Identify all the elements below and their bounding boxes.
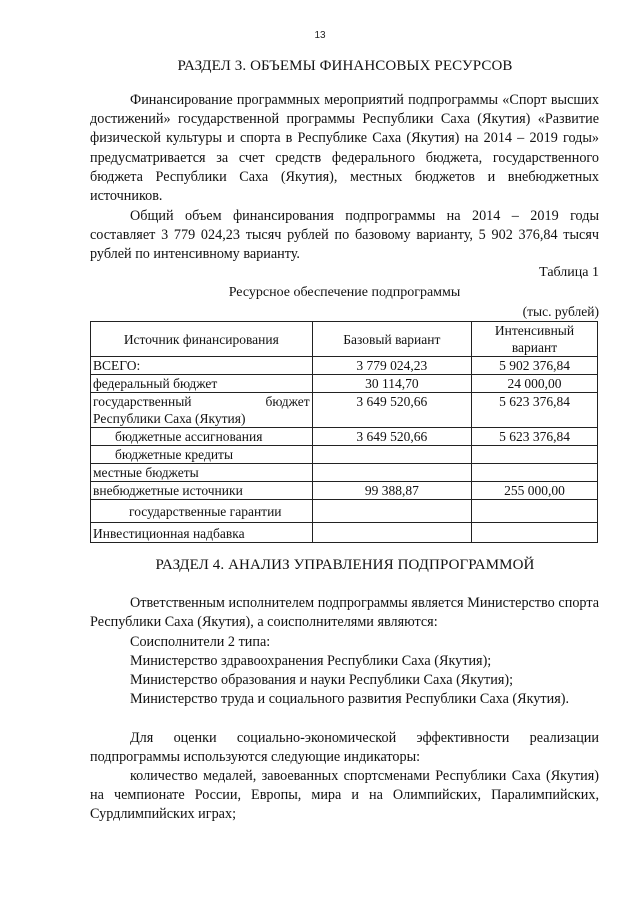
header-intensive: Интенсивный вариант [472,322,598,357]
page-number: 13 [314,30,326,41]
row-label: федеральный бюджет [91,375,313,393]
row-label-part-b: бюджет [265,394,310,409]
row-label-line-2: Республики Саха (Якутия) [93,411,246,426]
row-intensive-value [472,446,598,464]
table-row [91,393,598,428]
table-number: Таблица 1 [539,265,599,280]
row-base-value: 3 779 024,23 [312,357,471,375]
section-4-paragraph-6: Для оценки социально-экономической эффективности реализации подпрограммы используются следующие индикаторы: [90,730,599,766]
row-base-value [312,446,471,464]
header-source: Источник финансирования [91,322,313,357]
row-base-value [312,464,471,482]
section-3-paragraph-2: Общий объем финансирования подпрограммы на 2014 – 2019 годы составляет 3 779 024,23 тысяч рублей по базовому варианту, 5 902 376,84 тысяч рублей по интенсивному варианту. [90,208,599,263]
table-row [91,500,598,523]
row-label: бюджетные ассигнования [91,428,313,446]
row-label-part-a: государственный [93,394,192,409]
row-intensive-value: 5 623 376,84 [472,428,598,446]
table-row [91,464,598,482]
table-row [91,357,598,375]
section-4-paragraph-1: Ответственным исполнителем подпрограммы является Министерство спорта Республики Саха (Якутия), а соисполнителями являются: [90,595,599,631]
row-label: Инвестиционная надбавка [91,523,313,543]
row-intensive-value: 255 000,00 [472,482,598,500]
table-row [91,375,598,393]
resource-table [90,321,598,543]
table-row [91,428,598,446]
row-intensive-value [472,523,598,543]
table-row [91,446,598,464]
section-4-paragraph-4: Министерство образования и науки Республики Саха (Якутия); [130,672,514,688]
row-label: государственные гарантии [91,500,313,523]
section-4-paragraph-3: Министерство здравоохранения Республики Саха (Якутия); [130,653,492,669]
row-intensive-value [472,500,598,523]
section-3-title: РАЗДЕЛ 3. ОБЪЕМЫ ФИНАНСОВЫХ РЕСУРСОВ [177,58,513,74]
row-label: местные бюджеты [91,464,313,482]
row-base-value: 99 388,87 [312,482,471,500]
row-label: ВСЕГО: [91,357,313,375]
row-intensive-value [472,464,598,482]
row-intensive-value: 24 000,00 [472,375,598,393]
row-base-value [312,500,471,523]
table-row [91,523,598,543]
row-label: внебюджетные источники [91,482,313,500]
table-row [91,482,598,500]
row-label: бюджетные кредиты [91,446,313,464]
section-4-title: РАЗДЕЛ 4. АНАЛИЗ УПРАВЛЕНИЯ ПОДПРОГРАММОЙ [155,557,535,573]
row-intensive-value: 5 623 376,84 [472,393,598,428]
table-units: (тыс. рублей) [522,304,599,319]
section-4-paragraph-2: Соисполнители 2 типа: [130,634,271,650]
section-4-paragraph-5: Министерство труда и социального развития Республики Саха (Якутия). [130,691,569,707]
header-base: Базовый вариант [312,322,471,357]
section-3-paragraph-1: Финансирование программных мероприятий подпрограммы «Спорт высших достижений» государственной программы Республики Саха (Якутия) «Развитие физической культуры и спорта в Республике Саха (Якутия) на 2014 – 2019 годы» предусматривается за счет средств федерального бюджета, государственного бюджета Республики Саха (Якутия), местных бюджетов и внебюджетных источников. [90,92,599,205]
row-base-value: 3 649 520,66 [312,428,471,446]
row-base-value: 30 114,70 [312,375,471,393]
row-label-line-1 [93,393,310,410]
row-base-value [312,523,471,543]
table-header-row [91,322,598,357]
section-4-paragraph-7: количество медалей, завоеванных спортсменами Республики Саха (Якутия) на чемпионате России, Европы, мира и на Олимпийских, Паралимпийских, Сурдлимпийских играх; [90,768,599,823]
row-base-value: 3 649 520,66 [312,393,471,428]
row-intensive-value: 5 902 376,84 [472,357,598,375]
table-caption: Ресурсное обеспечение подпрограммы [228,285,461,300]
row-label [91,393,313,428]
